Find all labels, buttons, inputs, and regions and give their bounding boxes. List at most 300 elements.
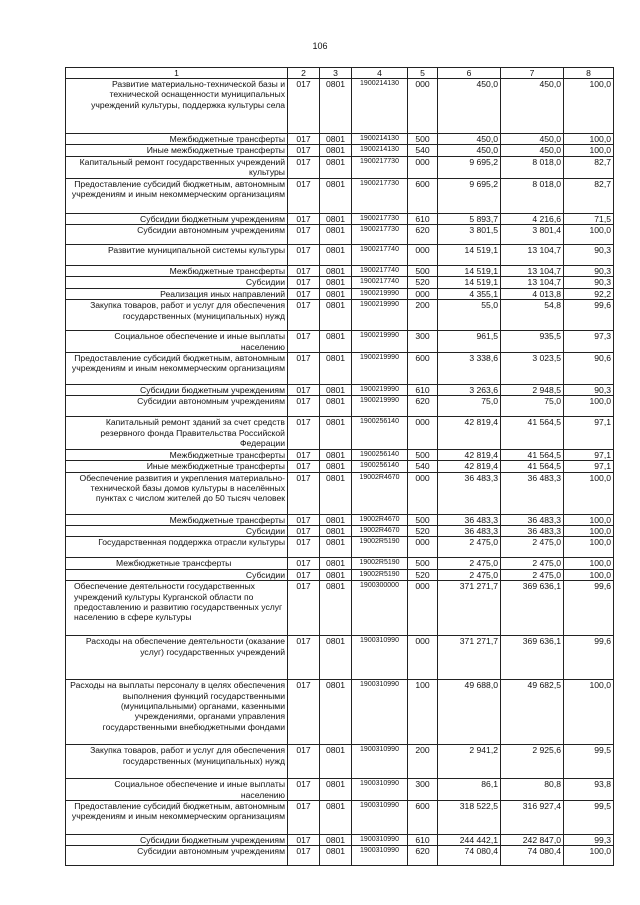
code-gr: 017 xyxy=(288,745,320,779)
code-gr: 017 xyxy=(288,514,320,525)
value-executed: 41 564,5 xyxy=(501,449,564,460)
value-planned: 36 483,3 xyxy=(438,525,501,536)
code-section: 0801 xyxy=(320,385,352,396)
code-vr: 610 xyxy=(408,834,438,845)
value-percent: 100,0 xyxy=(564,514,614,525)
value-percent: 100,0 xyxy=(564,134,614,145)
code-vr: 200 xyxy=(408,745,438,779)
value-percent: 99,6 xyxy=(564,581,614,636)
table-row xyxy=(66,178,614,213)
code-vr: 620 xyxy=(408,225,438,245)
value-executed: 8 018,0 xyxy=(501,156,564,178)
value-planned: 2 475,0 xyxy=(438,537,501,558)
code-target: 1900310990 xyxy=(352,680,408,745)
table-row xyxy=(66,846,614,866)
value-percent: 93,8 xyxy=(564,779,614,801)
table-row xyxy=(66,514,614,525)
code-target: 1900310990 xyxy=(352,846,408,866)
table-row xyxy=(66,461,614,472)
code-vr: 500 xyxy=(408,514,438,525)
table-row xyxy=(66,417,614,449)
col-header: 4 xyxy=(352,68,408,79)
row-name: Межбюджетные трансферты xyxy=(66,449,288,460)
value-planned: 2 941,2 xyxy=(438,745,501,779)
code-gr: 017 xyxy=(288,569,320,580)
code-section: 0801 xyxy=(320,288,352,299)
value-planned: 75,0 xyxy=(438,396,501,417)
value-planned: 2 475,0 xyxy=(438,569,501,580)
code-vr: 600 xyxy=(408,800,438,834)
value-percent: 99,6 xyxy=(564,300,614,331)
col-header: 1 xyxy=(66,68,288,79)
table-row xyxy=(66,396,614,417)
value-executed: 369 636,1 xyxy=(501,636,564,680)
code-vr: 000 xyxy=(408,288,438,299)
code-vr: 000 xyxy=(408,156,438,178)
code-section: 0801 xyxy=(320,636,352,680)
code-vr: 100 xyxy=(408,680,438,745)
code-section: 0801 xyxy=(320,461,352,472)
row-name: Социальное обеспечение и иные выплаты населению xyxy=(66,331,288,353)
table-row xyxy=(66,558,614,569)
table-row xyxy=(66,569,614,580)
code-gr: 017 xyxy=(288,537,320,558)
code-section: 0801 xyxy=(320,134,352,145)
code-section: 0801 xyxy=(320,779,352,801)
code-vr: 620 xyxy=(408,396,438,417)
table-row xyxy=(66,277,614,288)
value-percent: 90,6 xyxy=(564,353,614,385)
row-name: Обеспечение развития и укрепления материально-технической базы домов культуры в населённых пунктах с числом жителей до 50 тысяч человек xyxy=(66,472,288,514)
table-row xyxy=(66,79,614,134)
row-name: Межбюджетные трансферты xyxy=(66,134,288,145)
value-percent: 97,3 xyxy=(564,331,614,353)
value-planned: 2 475,0 xyxy=(438,558,501,569)
value-planned: 450,0 xyxy=(438,79,501,134)
code-vr: 520 xyxy=(408,277,438,288)
value-planned: 14 519,1 xyxy=(438,245,501,266)
value-percent: 97,1 xyxy=(564,449,614,460)
value-executed: 8 018,0 xyxy=(501,178,564,213)
code-target: 1900217730 xyxy=(352,178,408,213)
code-vr: 600 xyxy=(408,353,438,385)
value-planned: 371 271,7 xyxy=(438,581,501,636)
code-gr: 017 xyxy=(288,385,320,396)
code-target: 1900219990 xyxy=(352,331,408,353)
code-gr: 017 xyxy=(288,800,320,834)
value-percent: 90,3 xyxy=(564,385,614,396)
code-target: 19002R5190 xyxy=(352,537,408,558)
col-header: 2 xyxy=(288,68,320,79)
value-executed: 450,0 xyxy=(501,134,564,145)
table-row xyxy=(66,636,614,680)
table-row xyxy=(66,331,614,353)
row-name: Предоставление субсидий бюджетным, автономным учреждениям и иным некоммерческим организациям xyxy=(66,800,288,834)
code-vr: 520 xyxy=(408,569,438,580)
code-section: 0801 xyxy=(320,266,352,277)
value-percent: 90,3 xyxy=(564,245,614,266)
code-gr: 017 xyxy=(288,680,320,745)
row-name: Развитие муниципальной системы культуры xyxy=(66,245,288,266)
code-vr: 540 xyxy=(408,461,438,472)
code-target: 1900219990 xyxy=(352,385,408,396)
value-executed: 450,0 xyxy=(501,145,564,156)
value-planned: 450,0 xyxy=(438,134,501,145)
code-vr: 500 xyxy=(408,558,438,569)
value-executed: 4 216,6 xyxy=(501,213,564,224)
row-name: Субсидии бюджетным учреждениям xyxy=(66,213,288,224)
value-executed: 13 104,7 xyxy=(501,245,564,266)
value-percent: 100,0 xyxy=(564,396,614,417)
table-header-row xyxy=(66,68,614,79)
code-section: 0801 xyxy=(320,145,352,156)
code-gr: 017 xyxy=(288,417,320,449)
table-row xyxy=(66,245,614,266)
code-vr: 000 xyxy=(408,417,438,449)
value-percent: 97,1 xyxy=(564,461,614,472)
code-vr: 000 xyxy=(408,537,438,558)
value-planned: 42 819,4 xyxy=(438,461,501,472)
value-executed: 36 483,3 xyxy=(501,514,564,525)
code-target: 1900217740 xyxy=(352,266,408,277)
row-name: Расходы на выплаты персоналу в целях обеспечения выполнения функций государственными (муниципальными) органами, казенными учреждениями, органами управления государственными внебюджетными фондами xyxy=(66,680,288,745)
value-percent: 100,0 xyxy=(564,537,614,558)
value-executed: 4 013,8 xyxy=(501,288,564,299)
value-executed: 41 564,5 xyxy=(501,461,564,472)
table-row xyxy=(66,779,614,801)
code-gr: 017 xyxy=(288,834,320,845)
code-vr: 620 xyxy=(408,846,438,866)
table-row xyxy=(66,834,614,845)
code-target: 1900219990 xyxy=(352,300,408,331)
code-section: 0801 xyxy=(320,213,352,224)
code-gr: 017 xyxy=(288,636,320,680)
code-vr: 200 xyxy=(408,300,438,331)
row-name: Субсидии бюджетным учреждениям xyxy=(66,834,288,845)
value-planned: 42 819,4 xyxy=(438,417,501,449)
row-name: Расходы на обеспечение деятельности (оказание услуг) государственных учреждений xyxy=(66,636,288,680)
code-vr: 000 xyxy=(408,245,438,266)
value-planned: 371 271,7 xyxy=(438,636,501,680)
table-row xyxy=(66,680,614,745)
row-name: Предоставление субсидий бюджетным, автономным учреждениям и иным некоммерческим организациям xyxy=(66,353,288,385)
code-section: 0801 xyxy=(320,156,352,178)
code-gr: 017 xyxy=(288,353,320,385)
value-percent: 99,5 xyxy=(564,745,614,779)
code-gr: 017 xyxy=(288,779,320,801)
code-gr: 017 xyxy=(288,449,320,460)
code-target: 1900217730 xyxy=(352,213,408,224)
row-name: Обеспечение деятельности государственных учреждений культуры Курганской области по предоставлению и развитию государственных услуг населению в сфере культуры xyxy=(66,581,288,636)
code-target: 1900217740 xyxy=(352,245,408,266)
value-planned: 14 519,1 xyxy=(438,277,501,288)
value-executed: 75,0 xyxy=(501,396,564,417)
row-name: Субсидии автономным учреждениям xyxy=(66,846,288,866)
code-section: 0801 xyxy=(320,417,352,449)
code-target: 1900217730 xyxy=(352,225,408,245)
value-planned: 74 080,4 xyxy=(438,846,501,866)
row-name: Межбюджетные трансферты xyxy=(66,514,288,525)
value-percent: 99,6 xyxy=(564,636,614,680)
code-section: 0801 xyxy=(320,581,352,636)
value-planned: 244 442,1 xyxy=(438,834,501,845)
value-percent: 100,0 xyxy=(564,472,614,514)
col-header: 7 xyxy=(501,68,564,79)
code-section: 0801 xyxy=(320,245,352,266)
code-target: 1900310990 xyxy=(352,834,408,845)
row-name: Субсидии бюджетным учреждениям xyxy=(66,385,288,396)
code-target: 1900219990 xyxy=(352,396,408,417)
code-vr: 000 xyxy=(408,79,438,134)
value-executed: 2 475,0 xyxy=(501,537,564,558)
code-section: 0801 xyxy=(320,558,352,569)
value-percent: 100,0 xyxy=(564,225,614,245)
code-gr: 017 xyxy=(288,288,320,299)
table-row xyxy=(66,145,614,156)
code-target: 1900217740 xyxy=(352,277,408,288)
value-percent: 92,2 xyxy=(564,288,614,299)
col-header: 6 xyxy=(438,68,501,79)
table-row xyxy=(66,225,614,245)
code-section: 0801 xyxy=(320,472,352,514)
row-name: Реализация иных направлений xyxy=(66,288,288,299)
row-name: Капитальный ремонт государственных учреждений культуры xyxy=(66,156,288,178)
value-planned: 3 263,6 xyxy=(438,385,501,396)
code-gr: 017 xyxy=(288,558,320,569)
value-percent: 100,0 xyxy=(564,558,614,569)
value-executed: 2 948,5 xyxy=(501,385,564,396)
code-vr: 500 xyxy=(408,266,438,277)
code-section: 0801 xyxy=(320,525,352,536)
row-name: Субсидии xyxy=(66,569,288,580)
code-section: 0801 xyxy=(320,569,352,580)
code-gr: 017 xyxy=(288,145,320,156)
row-name: Субсидии автономным учреждениям xyxy=(66,396,288,417)
value-percent: 71,5 xyxy=(564,213,614,224)
value-percent: 100,0 xyxy=(564,145,614,156)
code-target: 1900256140 xyxy=(352,417,408,449)
value-percent: 97,1 xyxy=(564,417,614,449)
value-executed: 2 475,0 xyxy=(501,558,564,569)
row-name: Межбюджетные трансферты xyxy=(66,266,288,277)
table-row xyxy=(66,537,614,558)
code-section: 0801 xyxy=(320,353,352,385)
value-percent: 99,3 xyxy=(564,834,614,845)
code-gr: 017 xyxy=(288,461,320,472)
code-section: 0801 xyxy=(320,225,352,245)
row-name: Развитие материально-технической базы и технической оснащенности муниципальных учреждений культуры, поддержка культуры села xyxy=(66,79,288,134)
code-gr: 017 xyxy=(288,213,320,224)
code-vr: 600 xyxy=(408,178,438,213)
code-gr: 017 xyxy=(288,225,320,245)
row-name: Государственная поддержка отрасли культуры xyxy=(66,537,288,558)
code-vr: 500 xyxy=(408,134,438,145)
code-vr: 000 xyxy=(408,636,438,680)
value-planned: 3 801,5 xyxy=(438,225,501,245)
code-vr: 300 xyxy=(408,331,438,353)
code-vr: 300 xyxy=(408,779,438,801)
code-target: 1900310990 xyxy=(352,745,408,779)
value-executed: 13 104,7 xyxy=(501,266,564,277)
value-percent: 100,0 xyxy=(564,525,614,536)
code-gr: 017 xyxy=(288,396,320,417)
code-vr: 540 xyxy=(408,145,438,156)
value-executed: 49 682,5 xyxy=(501,680,564,745)
code-vr: 000 xyxy=(408,472,438,514)
code-target: 1900219990 xyxy=(352,353,408,385)
table-row xyxy=(66,385,614,396)
code-target: 1900310990 xyxy=(352,636,408,680)
code-target: 1900214130 xyxy=(352,145,408,156)
row-name: Иные межбюджетные трансферты xyxy=(66,145,288,156)
code-target: 1900256140 xyxy=(352,449,408,460)
value-executed: 54,8 xyxy=(501,300,564,331)
code-gr: 017 xyxy=(288,134,320,145)
row-name: Капитальный ремонт зданий за счет средств резервного фонда Правительства Российской Федерации xyxy=(66,417,288,449)
code-section: 0801 xyxy=(320,331,352,353)
value-executed: 74 080,4 xyxy=(501,846,564,866)
code-target: 19002R5190 xyxy=(352,569,408,580)
value-planned: 86,1 xyxy=(438,779,501,801)
code-target: 1900310990 xyxy=(352,779,408,801)
value-percent: 100,0 xyxy=(564,846,614,866)
code-gr: 017 xyxy=(288,156,320,178)
code-section: 0801 xyxy=(320,800,352,834)
code-gr: 017 xyxy=(288,472,320,514)
table-row xyxy=(66,472,614,514)
table-row xyxy=(66,213,614,224)
value-executed: 935,5 xyxy=(501,331,564,353)
value-percent: 82,7 xyxy=(564,178,614,213)
code-target: 1900300000 xyxy=(352,581,408,636)
code-section: 0801 xyxy=(320,846,352,866)
code-section: 0801 xyxy=(320,178,352,213)
code-target: 19002R4670 xyxy=(352,525,408,536)
code-section: 0801 xyxy=(320,680,352,745)
value-percent: 100,0 xyxy=(564,680,614,745)
value-percent: 100,0 xyxy=(564,79,614,134)
row-name: Субсидии xyxy=(66,525,288,536)
value-executed: 36 483,3 xyxy=(501,525,564,536)
code-section: 0801 xyxy=(320,449,352,460)
col-header: 5 xyxy=(408,68,438,79)
code-gr: 017 xyxy=(288,266,320,277)
value-executed: 80,8 xyxy=(501,779,564,801)
value-planned: 961,5 xyxy=(438,331,501,353)
value-percent: 99,5 xyxy=(564,800,614,834)
value-executed: 2 925,6 xyxy=(501,745,564,779)
value-planned: 36 483,3 xyxy=(438,514,501,525)
row-name: Субсидии xyxy=(66,277,288,288)
value-executed: 2 475,0 xyxy=(501,569,564,580)
value-planned: 3 338,6 xyxy=(438,353,501,385)
value-planned: 9 695,2 xyxy=(438,156,501,178)
page-number: 106 xyxy=(312,41,328,51)
value-executed: 242 847,0 xyxy=(501,834,564,845)
row-name: Закупка товаров, работ и услуг для обеспечения государственных (муниципальных) нужд xyxy=(66,745,288,779)
value-planned: 36 483,3 xyxy=(438,472,501,514)
value-percent: 100,0 xyxy=(564,569,614,580)
code-target: 19002R5190 xyxy=(352,558,408,569)
value-planned: 4 355,1 xyxy=(438,288,501,299)
code-gr: 017 xyxy=(288,79,320,134)
code-vr: 520 xyxy=(408,525,438,536)
table-row xyxy=(66,449,614,460)
table-row xyxy=(66,745,614,779)
budget-table xyxy=(65,67,614,866)
table-row xyxy=(66,581,614,636)
code-section: 0801 xyxy=(320,396,352,417)
code-section: 0801 xyxy=(320,300,352,331)
value-planned: 49 688,0 xyxy=(438,680,501,745)
code-target: 1900256140 xyxy=(352,461,408,472)
table-row xyxy=(66,134,614,145)
value-planned: 55,0 xyxy=(438,300,501,331)
value-planned: 9 695,2 xyxy=(438,178,501,213)
code-vr: 610 xyxy=(408,213,438,224)
value-executed: 13 104,7 xyxy=(501,277,564,288)
code-gr: 017 xyxy=(288,178,320,213)
value-planned: 318 522,5 xyxy=(438,800,501,834)
value-percent: 90,3 xyxy=(564,277,614,288)
row-name: Предоставление субсидий бюджетным, автономным учреждениям и иным некоммерческим организациям xyxy=(66,178,288,213)
value-executed: 3 801,4 xyxy=(501,225,564,245)
code-target: 1900219990 xyxy=(352,288,408,299)
row-name: Социальное обеспечение и иные выплаты населению xyxy=(66,779,288,801)
code-gr: 017 xyxy=(288,581,320,636)
code-section: 0801 xyxy=(320,745,352,779)
code-target: 1900214130 xyxy=(352,134,408,145)
value-percent: 90,3 xyxy=(564,266,614,277)
value-planned: 450,0 xyxy=(438,145,501,156)
code-gr: 017 xyxy=(288,300,320,331)
code-target: 19002R4670 xyxy=(352,472,408,514)
code-section: 0801 xyxy=(320,834,352,845)
code-gr: 017 xyxy=(288,245,320,266)
value-executed: 36 483,3 xyxy=(501,472,564,514)
table-row xyxy=(66,266,614,277)
value-planned: 14 519,1 xyxy=(438,266,501,277)
code-target: 1900310990 xyxy=(352,800,408,834)
code-section: 0801 xyxy=(320,79,352,134)
value-executed: 450,0 xyxy=(501,79,564,134)
code-section: 0801 xyxy=(320,277,352,288)
value-planned: 5 893,7 xyxy=(438,213,501,224)
value-executed: 3 023,5 xyxy=(501,353,564,385)
code-target: 1900214130 xyxy=(352,79,408,134)
code-section: 0801 xyxy=(320,514,352,525)
col-header: 3 xyxy=(320,68,352,79)
value-percent: 82,7 xyxy=(564,156,614,178)
row-name: Иные межбюджетные трансферты xyxy=(66,461,288,472)
code-target: 19002R4670 xyxy=(352,514,408,525)
table-row xyxy=(66,800,614,834)
row-name: Субсидии автономным учреждениям xyxy=(66,225,288,245)
value-executed: 369 636,1 xyxy=(501,581,564,636)
code-section: 0801 xyxy=(320,537,352,558)
value-planned: 42 819,4 xyxy=(438,449,501,460)
table-row xyxy=(66,156,614,178)
code-target: 1900217730 xyxy=(352,156,408,178)
value-executed: 41 564,5 xyxy=(501,417,564,449)
row-name: Межбюджетные трансферты xyxy=(66,558,288,569)
row-name: Закупка товаров, работ и услуг для обеспечения государственных (муниципальных) нужд xyxy=(66,300,288,331)
col-header: 8 xyxy=(564,68,614,79)
table-row xyxy=(66,353,614,385)
table-row xyxy=(66,300,614,331)
code-gr: 017 xyxy=(288,277,320,288)
code-vr: 500 xyxy=(408,449,438,460)
